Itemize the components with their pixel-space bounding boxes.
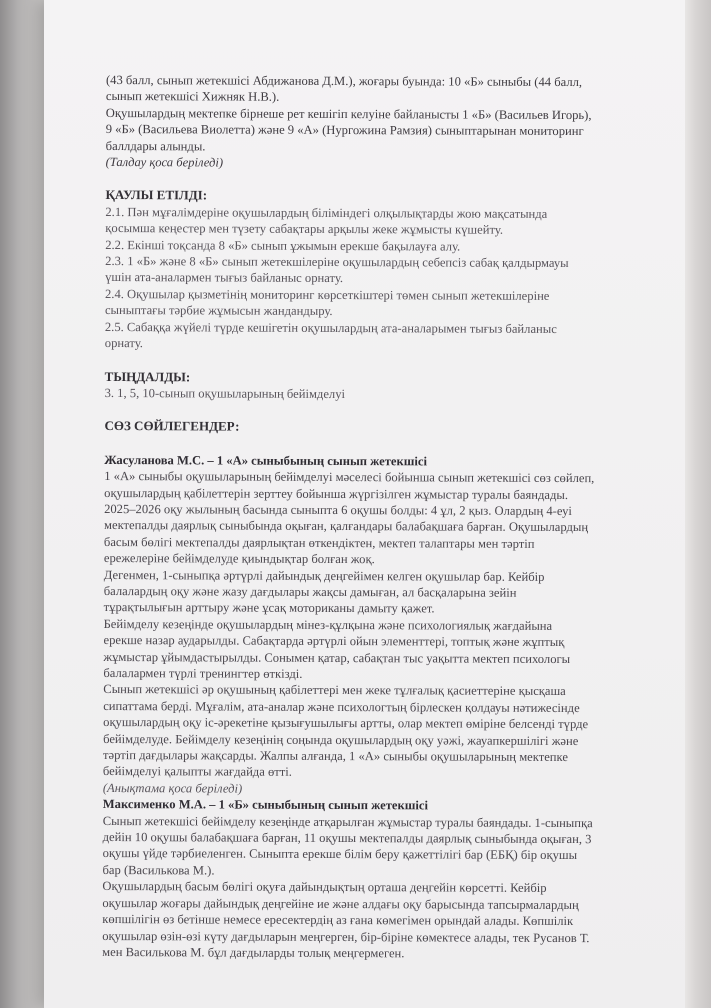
text-line: Бейімделу кезеңінде оқушылардың мінез-құлқына және психологиялық жағдайына — [103, 616, 553, 633]
text-line: 1 «А» сыныбы оқушыларының бейімделуі мәселесі бойынша сынып жетекшісі сөз сөйлеп, — [104, 469, 595, 486]
text-line: бар (Василькова М.). — [102, 862, 215, 878]
text-line: жұмыстар ұйымдастырылды. Сонымен қатар, сабақтан тыс уақытта мектеп психологы — [103, 649, 571, 666]
text-line: көпшілігін өз бетінше немесе ересектердің аз ғана көмегімен орындай алады. Көпшілік — [102, 912, 574, 929]
speaker-name: Максименко М.А. – 1 «Б» сыныбының сынып жетекшісі — [102, 797, 429, 813]
text-line: баллдары алынды. — [105, 138, 206, 154]
text-line: (43 балл, сынып жетекшісі Абдижанова Д.М.), жоғары буында: 10 «Б» сыныбы (44 балл, — [105, 72, 583, 90]
text-line: тәртіп дағдылары жақсарды. Жалпы алғанда, 1 «А» сыныбы оқушыларының мектепке — [102, 748, 568, 765]
text-line: дейін 10 оқушы балабақшаға барған, 11 оқушы мектепалды даярлық сыныбында оқыған, 3 — [102, 830, 592, 847]
text-line: бейімделуде. Бейімделу кезеңінің соңында оқушылардың оқу уәжі, жауапкершілігі және — [103, 731, 579, 748]
text-line: сынып жетекшісі Хижняк Н.В.). — [105, 89, 280, 105]
text-line: 2.3. 1 «Б» және 8 «Б» сынып жетекшілеріне оқушылардың себепсіз сабақ қалдырмауы — [105, 254, 569, 271]
attachment-note: (Анықтама қоса беріледі) — [102, 780, 243, 796]
text-line: 2025–2026 оқу жылының басында сыныпта 6 оқушы болды: 4 ұл, 2 қыз. Олардың 4-еуі — [104, 501, 572, 518]
text-line: оқушы үйде тәрбиеленген. Сыныпта ерекше білім беру қажеттілігі бар (ЕБҚ) бір оқушы — [102, 846, 578, 863]
text-line: қосымша кеңестер мен түзету сабақтары арқылы жеке жұмысты күшейту. — [105, 221, 504, 237]
paper-edge — [685, 0, 711, 1008]
text-line: балалардың оқу және жазу дағдылары жақсы дамыған, ал басқаларына зейін — [103, 583, 517, 600]
section-heading-resolved: ҚАУЛЫ ЕТІЛДІ: — [105, 187, 208, 203]
speaker-1-section — [103, 452, 680, 799]
text-line: оқушылардың оқу іс-әрекетіне қызығушылығы артты, олар мектеп өміріне белсенді түрде — [103, 715, 589, 732]
speaker-name: Жасуланова М.С. – 1 «А» сыныбының сынып жетекшісі — [104, 452, 428, 469]
text-line: үшін ата-аналармен тығыз байланыс орнату. — [105, 270, 344, 286]
text-line: мектепалды даярлық сыныбында оқыған, қалғандары балабақшаға барған. Оқушылардың — [103, 518, 589, 535]
speaker-2-section — [102, 796, 679, 963]
text-line: Дегенмен, 1-сыныпқа әртүрлі дайындық деңгейімен келген оқушылар бар. Кейбір — [103, 567, 545, 584]
text-line: Сынып жетекшісі бейімделу кезеңінде атқарылған жұмыстар туралы баяндады. 1-сыныпқа — [102, 813, 593, 830]
text-line: 3. 1, 5, 10-сынып оқушыларының бейімделуі — [104, 385, 346, 401]
text-line: бейімделуі қалыпты жағдайда өтті. — [102, 764, 292, 780]
section-heading-spoke: СӨЗ СӨЙЛЕГЕНДЕР: — [104, 418, 240, 434]
text-line: Оқушылардың мектепке бірнеше рет кешігіп келуіне байланысты 1 «Б» (Васильев Игорь), — [105, 105, 592, 122]
section-heading-heard: ТЫҢДАЛДЫ: — [104, 368, 191, 384]
text-line: сыныптағы тәрбие жұмысын жандандыру. — [104, 303, 333, 319]
text-line: 9 «Б» (Васильева Виолетта) және 9 «А» (Нургожина Рамзия) сыныптарынан мониторинг — [105, 122, 584, 139]
text-line: оқушылар жоғары дайындық деңгейіне ие және алдағы оқу барысында тапсырмалардың — [102, 895, 579, 912]
text-line: 2.2. Екінші тоқсанда 8 «Б» сынып ұжымын ерекше бақылауға алу. — [105, 237, 461, 254]
attachment-note: (Талдау қоса беріледі) — [105, 155, 224, 170]
text-line: оқушылар өзін-өзі күту дағдыларын меңгерген, бір-біріне көмектесе алады, тек Русанов Т. — [102, 928, 590, 945]
text-line: Оқушылардың басым бөлігі оқуға дайындықтың орташа деңгейін көрсетті. Кейбір — [102, 879, 547, 896]
text-line: тұрақтылығын арттыру және ұсақ моториканы дамыту қажет. — [103, 600, 435, 616]
text-line: ережелеріне бейімделуде қиындықтар болған жоқ. — [103, 551, 375, 567]
text-line: оқушылардың қабілеттерін зерттеу бойынша жүргізілген жұмыстар туралы баяндады. — [104, 485, 569, 502]
text-line: орнату. — [104, 336, 143, 351]
text-line: 2.5. Сабаққа жүйелі түрде кешігетін оқушылардың ата-аналарымен тығыз байланыс — [104, 319, 557, 336]
text-line: ерекше назар аударылды. Сабақтарда әртүрлі ойын элементтері, топтық және жұптық — [103, 633, 565, 650]
document-body — [102, 72, 682, 963]
text-line: балалармен түрлі тренингтер өткізді. — [103, 665, 303, 681]
text-line: мен Василькова М. бұл дағдыларды толық меңгермеген. — [102, 944, 405, 961]
spoke-section — [104, 418, 680, 437]
text-line: сипаттама берді. Мұғалім, ата-аналар және психологтың бірлескен қолдауы нәтижесінде — [103, 698, 580, 715]
text-line: Сынып жетекшісі әр оқушының қабілеттері мен жеке тұлғалық қасиеттеріне қысқаша — [103, 682, 566, 699]
text-line: басым бөлігі мектепалды даярлықтан өткендіктен, мектеп талаптары мен тәртіп — [103, 534, 535, 551]
resolved-section — [105, 187, 682, 354]
text-line: 2.1. Пән мұғалімдеріне оқушылардың біліміндегі олқылықтарды жою мақсатында — [105, 204, 548, 221]
text-line: 2.4. Оқушылар қызметінің мониторинг көрсеткіштері төмен сынып жетекшілеріне — [105, 286, 550, 303]
heard-section — [105, 368, 681, 403]
intro-section — [106, 72, 682, 173]
